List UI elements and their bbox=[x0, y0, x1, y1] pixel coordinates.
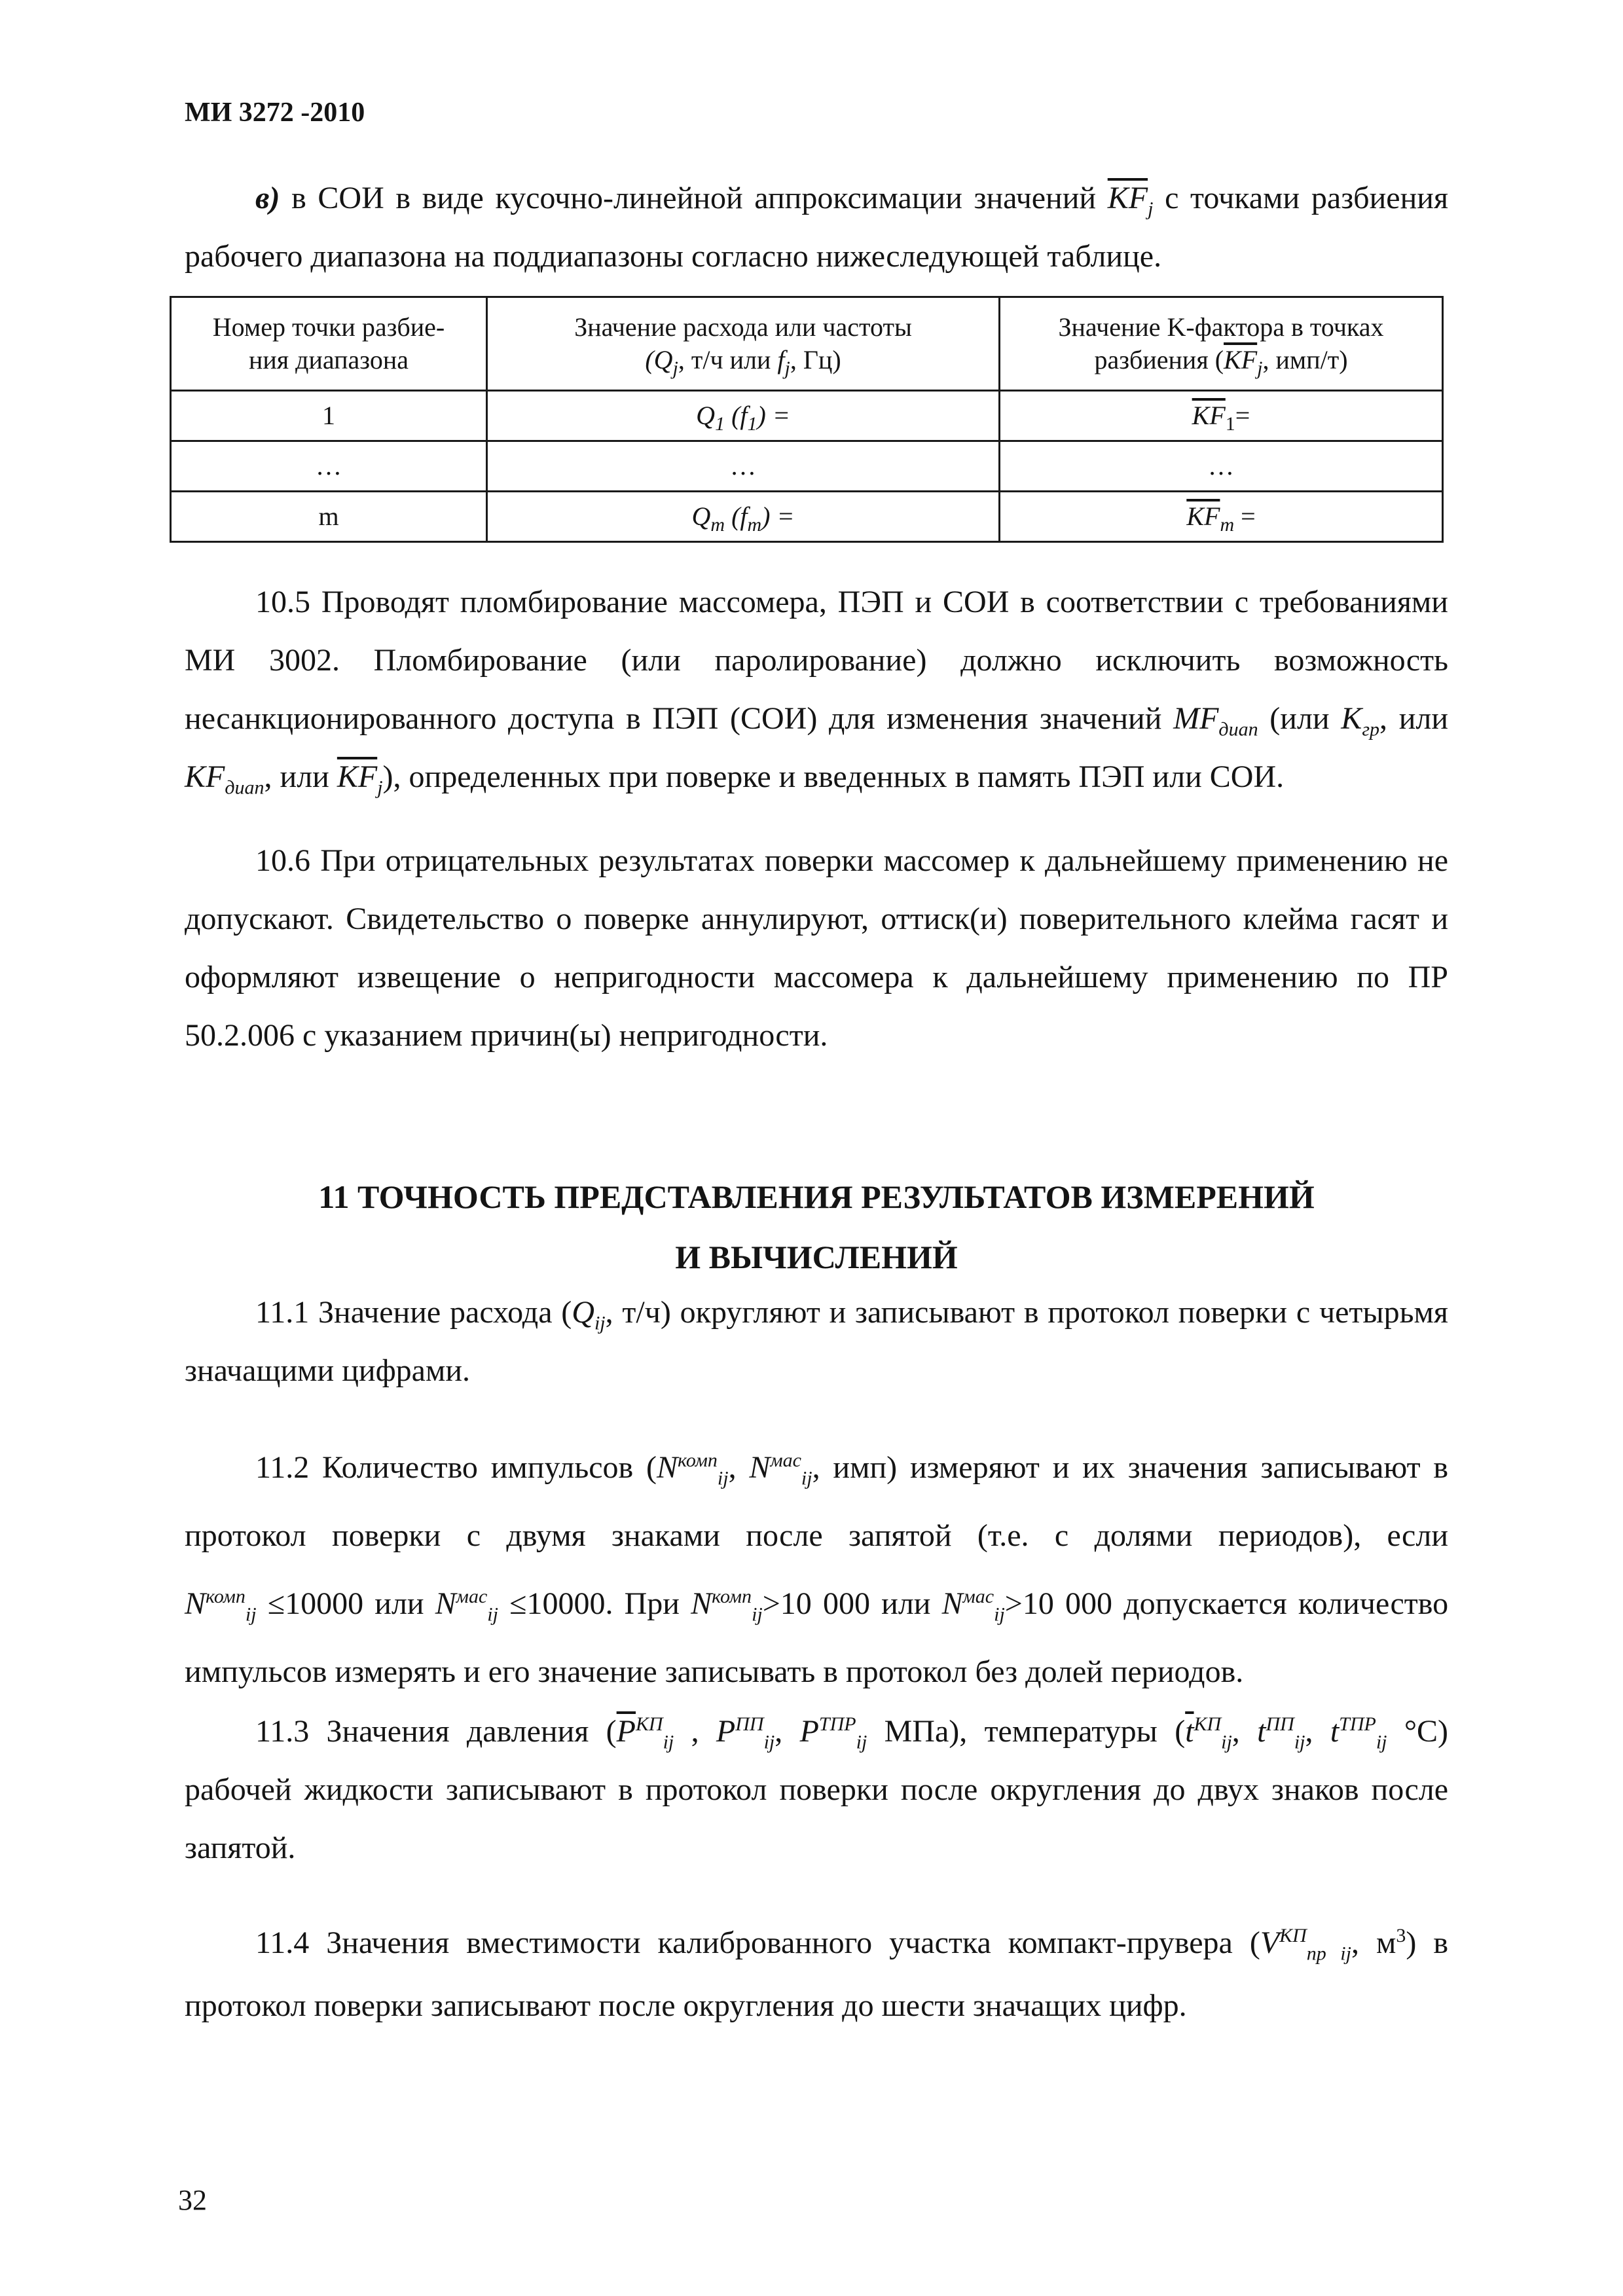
paragraph-11-3: 11.3 Значения давления ($\overline{P}^{КП}_{ij}$ , $P^{ПП}_{ij}$, $P^{ТПР}_{ij}$ МПа), температуры ($\overline{t}^{КП}_{ij}$, $t^{ПП}_{ij}$, $t^{ТПР}_{ij}$ °С) рабочей жидкости записывают в протокол поверки после округления до двух знаков после запятой. bbox=[185, 1713, 1449, 1865]
section-11-heading: 11 ТОЧНОСТЬ ПРЕДСТАВЛЕНИЯ РЕЗУЛЬТАТОВ ИЗМЕРЕНИЙ И ВЫЧИСЛЕНИЙ bbox=[318, 1178, 1315, 1275]
table-row: 1 $Q_1$ $(f_1)$ = $\overline{KF}_1=$ bbox=[171, 391, 1443, 441]
paragraph-11-1: 11.1 Значение расхода ($Q_{ij}$, т/ч) округляют и записывают в протокол поверки с четырьмя значащими цифрами. bbox=[185, 1295, 1449, 1388]
table-header-row bbox=[171, 297, 1443, 391]
paragraph-11-4: 11.4 Значения вместимости калиброванного участка компакт-прувера ($V^{КП}_{пр ij}$, $м^3$) в протокол поверки записывают после округления до шести значащих цифр. bbox=[185, 1925, 1449, 2023]
paragraph-10-5: 10.5 Проводят пломбирование массомера, ПЭП и СОИ в соответствии с требованиями МИ 3002. Пломбирование (или паролирование) должно исключить возможность несанкционированного доступа в ПЭП (СОИ) для изменения значений $MF_{диап}$ (или $K_{гр}$, или $KF_{диап}$, или $\overline{KF}_j$), определенных при поверке и введенных в память ПЭП или СОИ. bbox=[185, 585, 1449, 799]
paragraph-10-6: 10.6 При отрицательных результатах поверки массомер к дальнейшему применению не допускают. Свидетельство о поверке аннулируют, оттиск(и) поверительного клейма гасят и оформляют извещение о непригодности массомера к дальнейшему применению по ПР 50.2.006 с указанием причин(ы) непригодности. bbox=[185, 843, 1448, 1053]
table-row: m $Q_m$ $(f_m)$ = $\overline{KF}_m$ = bbox=[171, 492, 1443, 542]
document-code-header: МИ 3272 -2010 bbox=[185, 98, 365, 128]
table-header-cell: Значение расхода или частоты ($Q_j$, т/ч или $f_j$, Гц) bbox=[487, 297, 1000, 391]
table-row: … … … bbox=[171, 441, 1443, 492]
intro-paragraph: в) в СОИ в виде кусочно-линейной аппроксимации значений $\overline{KF}_j$ с точками разбиения рабочего диапазона на поддиапазоны согласно нижеследующей таблице. bbox=[185, 181, 1449, 274]
table-header-cell: Номер точки разбие- ния диапазона bbox=[171, 297, 487, 391]
paragraph-11-2: 11.2 Количество импульсов ($N^{комп}_{ij}$, $N^{мас}_{ij}$, имп) измеряют и их значения записывают в протокол поверки с двумя знаками после запятой (т.е. с долями периодов), если $N^{комп}_{ij} \le 10000$ или $N^{мас}_{ij} \le 10000$. При $N^{комп}_{ij}>10$ 000 или $N^{мас}_{ij}>10$ 000 допускается количество импульсов измерять и его значение записывать в протокол без долей периодов. bbox=[185, 1449, 1449, 1689]
partition-points-table bbox=[170, 296, 1444, 543]
table-header-cell: Значение K-фактора в точках разбиения ($\overline{KF}_j$, имп/т) bbox=[1000, 297, 1443, 391]
list-marker: в) bbox=[255, 181, 280, 215]
page-number: 32 bbox=[178, 2184, 207, 2216]
